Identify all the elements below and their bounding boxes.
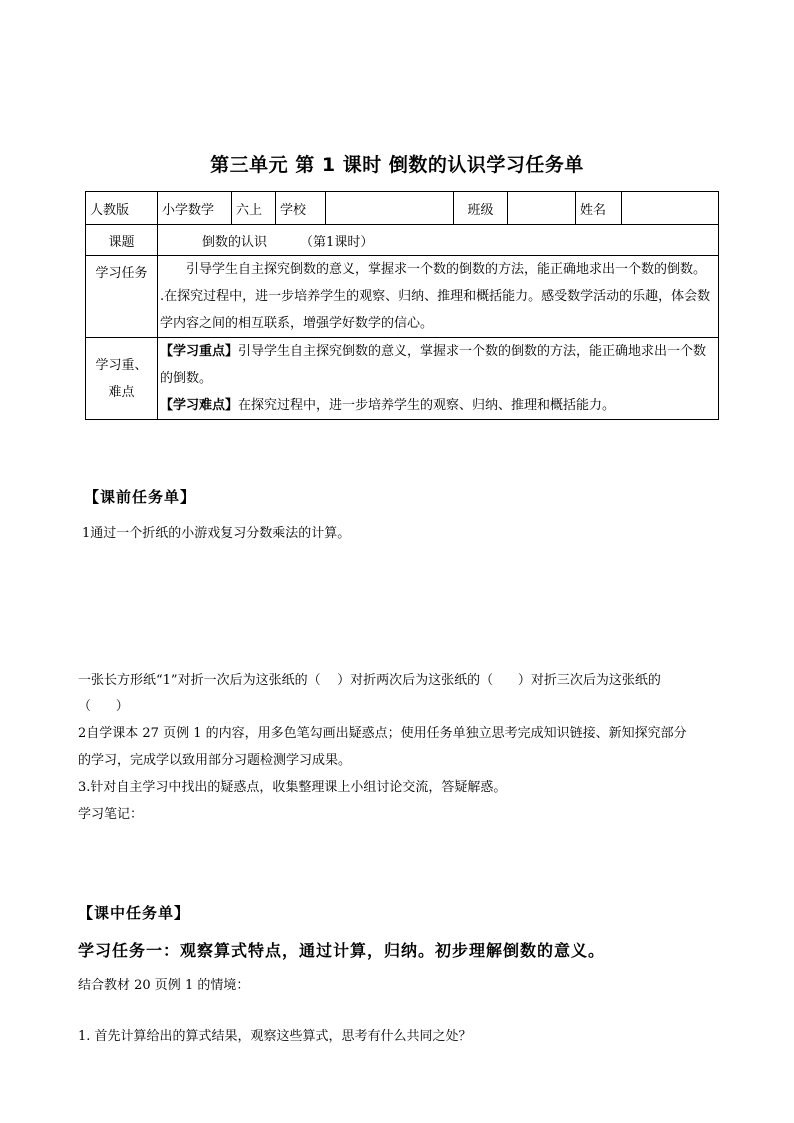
- info-row-tasks: [86, 256, 719, 338]
- info-table: [85, 191, 719, 420]
- tasks-label: 学习任务: [86, 256, 158, 338]
- study-notes-label: 学习笔记：: [78, 807, 144, 822]
- info-row-topic: [86, 225, 719, 256]
- topic-label: 课题: [86, 225, 158, 256]
- info-row-basic: [86, 192, 719, 225]
- difficult-point-tag: 【学习难点】: [160, 398, 239, 413]
- class-label: 班级: [454, 192, 508, 225]
- tasks-goal-2: .在探究过程中，进一步培养学生的观察、归纳、推理和概括能力。感受数学活动的乐趣，体会数学内容之间的相互联系，增强学好数学的信心。: [160, 289, 711, 331]
- grade-cell: 六上: [232, 192, 276, 225]
- pre-class-item-1: 1通过一个折纸的小游戏复习分数乘法的计算。: [82, 526, 351, 541]
- difficult-point: [160, 392, 716, 419]
- task-1-heading: 学习任务一：观察算式特点，通过计算，归纳。初步理解倒数的意义。: [78, 941, 606, 960]
- context-text: 结合教材 20 页例 1 的情境：: [78, 978, 250, 993]
- pre-class-item-2-line-1: 2自学课本 27 页例 1 的内容，用多色笔勾画出疑惑点；使用任务单独立思考完成知识链接、新知探究部分: [78, 726, 687, 741]
- fold-question-line-2: （ ）: [78, 699, 129, 714]
- difficult-point-text: 在探究过程中，进一步培养学生的观察、归纳、推理和概括能力。: [238, 398, 616, 413]
- fold-question-line-1: 一张长方形纸“1”对折一次后为这张纸的（ ）对折两次后为这张纸的（ ）对折三次后为这张纸的: [78, 673, 661, 688]
- keypoints-content: [158, 338, 719, 420]
- name-field[interactable]: [622, 192, 719, 225]
- question-1: 1. 首先计算给出的算式结果，观察这些算式，思考有什么共同之处？: [78, 1029, 472, 1044]
- info-row-keypoints: [86, 338, 719, 420]
- pre-class-heading: 【课前任务单】: [84, 488, 197, 506]
- key-point: [160, 338, 716, 392]
- school-label: 学校: [276, 192, 326, 225]
- subject-cell: 小学数学: [158, 192, 232, 225]
- key-point-text: 引导学生自主探究倒数的意义，掌握求一个数的倒数的方法，能正确地求出一个数的倒数。: [160, 344, 707, 386]
- page-title: 第三单元 第 1 课时 倒数的认识学习任务单: [210, 154, 584, 176]
- edition-cell: 人教版: [86, 192, 158, 225]
- key-point-tag: 【学习重点】: [160, 344, 239, 359]
- name-label: 姓名: [576, 192, 622, 225]
- in-class-heading: 【课中任务单】: [78, 904, 191, 922]
- topic-value: 倒数的认识 （第1课时）: [158, 225, 719, 256]
- pre-class-item-2-line-2: 的学习，完成学以致用部分习题检测学习成果。: [78, 753, 352, 768]
- tasks-goal-1: 引导学生自主探究倒数的意义，掌握求一个数的倒数的方法，能正确地求出一个数的倒数。: [186, 262, 707, 277]
- tasks-content: [158, 256, 719, 338]
- pre-class-item-3: 3.针对自主学习中找出的疑惑点，收集整理课上小组讨论交流，答疑解惑。: [78, 780, 507, 795]
- keypoints-label: 学习重、难点: [86, 338, 158, 420]
- school-field[interactable]: [326, 192, 454, 225]
- class-field[interactable]: [508, 192, 576, 225]
